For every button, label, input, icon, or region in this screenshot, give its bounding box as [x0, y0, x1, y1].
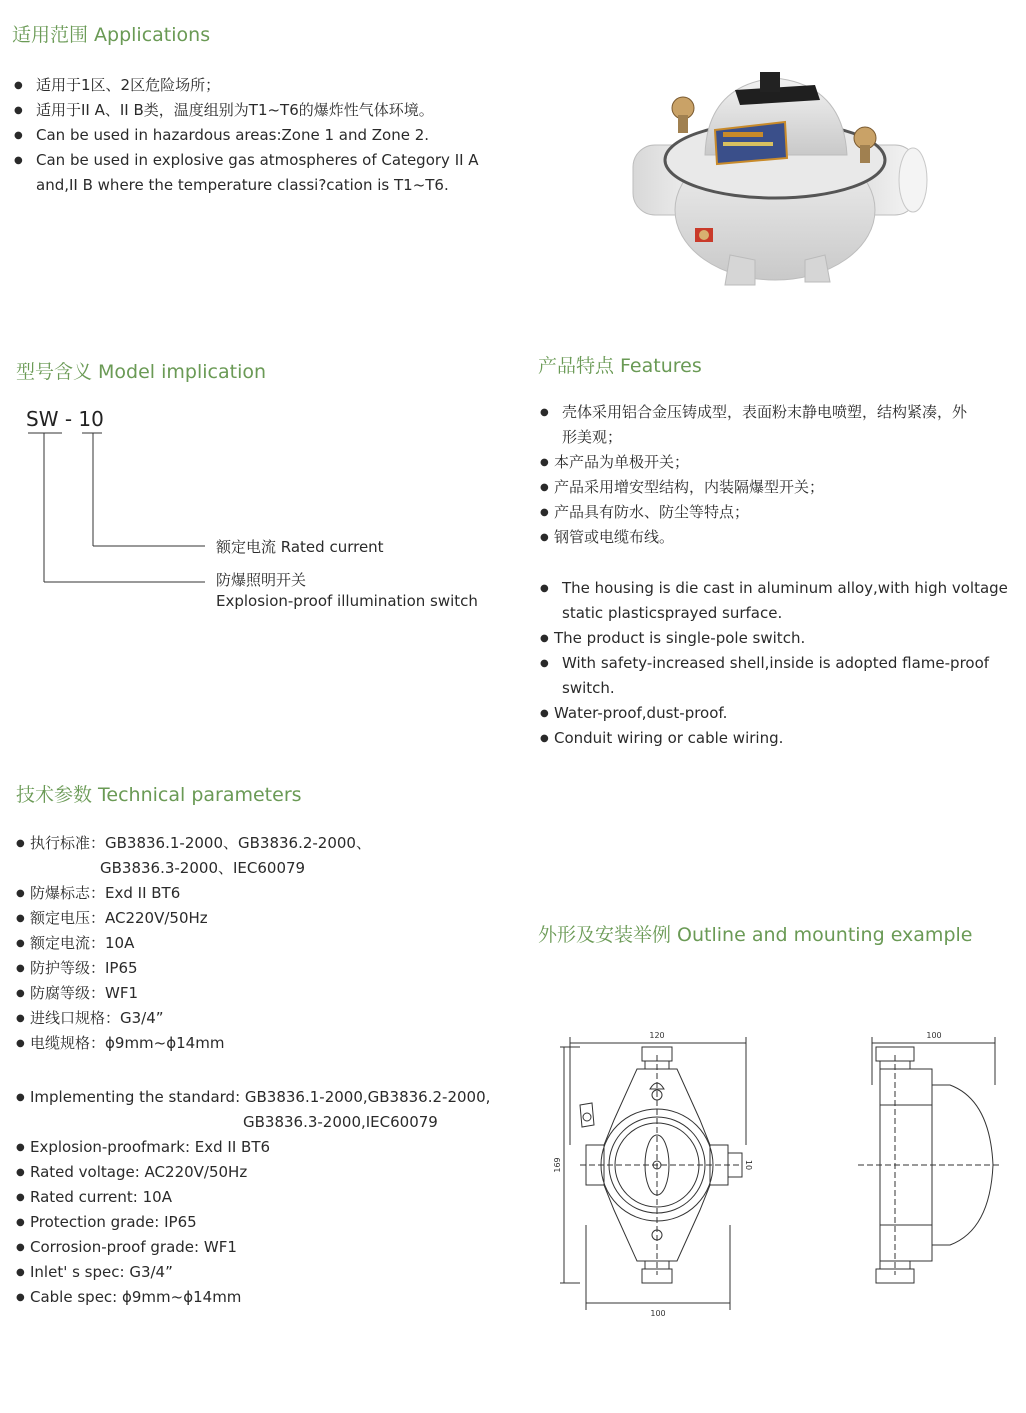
applications-item: ● Can be used in explosive gas atmospheres of Category II A	[14, 148, 479, 173]
features-en-text: The housing is die cast in aluminum alloy,with high voltage	[562, 579, 1008, 597]
outline-side-view	[850, 1025, 1010, 1315]
features-cn-list	[540, 400, 967, 550]
features-cn-item: ● 产品采用增安型结构，内装隔爆型开关；	[540, 475, 967, 500]
features-en-text: The product is single-pole switch.	[554, 629, 806, 647]
model-code-sw: SW	[26, 407, 59, 431]
model-code-dash: -	[64, 407, 73, 431]
technical-cn-text: 执行标准：GB3836.1-2000、GB3836.2-2000、	[30, 834, 371, 852]
dim-bottom: 100	[650, 1309, 666, 1318]
features-cn-item: ● 本产品为单极开关；	[540, 450, 967, 475]
features-en-text: With safety-increased shell,inside is adopted flame-proof	[562, 654, 990, 672]
technical-cn-item: ● 额定电压：AC220V/50Hz	[16, 906, 371, 931]
technical-heading: 技术参数 Technical parameters	[16, 784, 302, 806]
features-en-item: ● Water-proof,dust-proof.	[540, 704, 728, 722]
features-en-list	[540, 576, 1008, 751]
technical-en-text: Implementing the standard: GB3836.1-2000,GB3836.2-2000,	[30, 1088, 491, 1106]
technical-cn-item: ● 防腐等级：WF1	[16, 981, 371, 1006]
technical-en-item: ● Cable spec: ϕ9mm~ϕ14mm	[16, 1285, 490, 1310]
features-en-text: Water-proof,dust-proof.	[554, 704, 728, 722]
technical-en-item: ● Implementing the standard: GB3836.1-2000,GB3836.2-2000,	[16, 1088, 491, 1106]
applications-item: ● 适用于II A、II B类，温度组别为T1~T6的爆炸性气体环境。	[14, 98, 479, 123]
applications-item: ● Can be used in hazardous areas:Zone 1 and Zone 2.	[14, 123, 479, 148]
product-photo	[615, 60, 935, 295]
technical-en-item: ● Corrosion-proof grade: WF1	[16, 1235, 490, 1260]
technical-cn-item: ● 电缆规格：ϕ9mm~ϕ14mm	[16, 1031, 371, 1056]
technical-cn-list	[16, 831, 371, 1056]
features-en-item: ● Conduit wiring or cable wiring.	[540, 729, 784, 747]
model-code-num: 10	[78, 407, 104, 431]
features-cn-text: 壳体采用铝合金压铸成型，表面粉末静电喷塑，结构紧凑，外	[562, 403, 968, 421]
features-cn-item: ● 钢管或电缆布线。	[540, 525, 967, 550]
technical-en-item-cont: GB3836.3-2000,IEC60079	[243, 1113, 438, 1131]
features-en-item-cont: static plasticsprayed surface.	[562, 604, 783, 622]
applications-item: ● 适用于1区、2区危险场所；	[14, 73, 479, 98]
dim-right: 10	[744, 1159, 753, 1171]
features-en-item: ● The product is single-pole switch.	[540, 629, 806, 647]
technical-en-list	[16, 1085, 490, 1310]
dim-height: 169	[553, 1157, 562, 1173]
technical-cn-item: ● 防爆标志：Exd II BT6	[16, 881, 371, 906]
outline-front-view	[550, 1025, 760, 1325]
features-en-item-cont: switch.	[562, 679, 615, 697]
applications-list	[14, 73, 479, 198]
technical-en-item: ● Protection grade: IP65	[16, 1210, 490, 1235]
technical-cn-item: ● 防护等级：IP65	[16, 956, 371, 981]
technical-cn-item: ● 进线口规格：G3/4”	[16, 1006, 371, 1031]
outline-heading: 外形及安装举例 Outline and mounting example	[538, 924, 973, 946]
model-switch-cn: 防爆照明开关	[216, 571, 307, 589]
technical-cn-item-cont: GB3836.3-2000、IEC60079	[100, 859, 306, 877]
model-heading: 型号含义 Model implication	[16, 361, 267, 383]
features-cn-item-cont: 形美观；	[562, 428, 623, 446]
technical-cn-item: ● 执行标准：GB3836.1-2000、GB3836.2-2000、	[16, 834, 371, 852]
technical-en-item: ● Explosion-proofmark: Exd II BT6	[16, 1135, 490, 1160]
features-en-item: ● The housing is die cast in aluminum alloy,with high voltage	[540, 579, 1008, 597]
features-en-item: ● With safety-increased shell,inside is adopted flame-proof	[540, 654, 990, 672]
technical-en-item: ● Rated voltage: AC220V/50Hz	[16, 1160, 490, 1185]
model-switch-en: Explosion-proof illumination switch	[216, 592, 478, 610]
applications-item-cont: and,II B where the temperature classi?cation is T1~T6.	[36, 176, 449, 194]
model-connector-lines	[0, 425, 230, 590]
technical-en-item: ● Inlet' s spec: G3/4”	[16, 1260, 490, 1285]
features-en-text: Conduit wiring or cable wiring.	[554, 729, 784, 747]
features-cn-item: ● 壳体采用铝合金压铸成型，表面粉末静电喷塑，结构紧凑，外	[540, 403, 968, 421]
technical-cn-item: ● 额定电流：10A	[16, 931, 371, 956]
features-cn-item: ● 产品具有防水、防尘等特点；	[540, 500, 967, 525]
technical-en-item: ● Rated current: 10A	[16, 1185, 490, 1210]
features-heading: 产品特点 Features	[538, 355, 702, 377]
side-dim-top: 100	[926, 1031, 942, 1040]
applications-heading: 适用范围 Applications	[12, 24, 211, 46]
model-rated-current: 额定电流 Rated current	[216, 538, 384, 556]
dim-top: 120	[649, 1031, 665, 1040]
